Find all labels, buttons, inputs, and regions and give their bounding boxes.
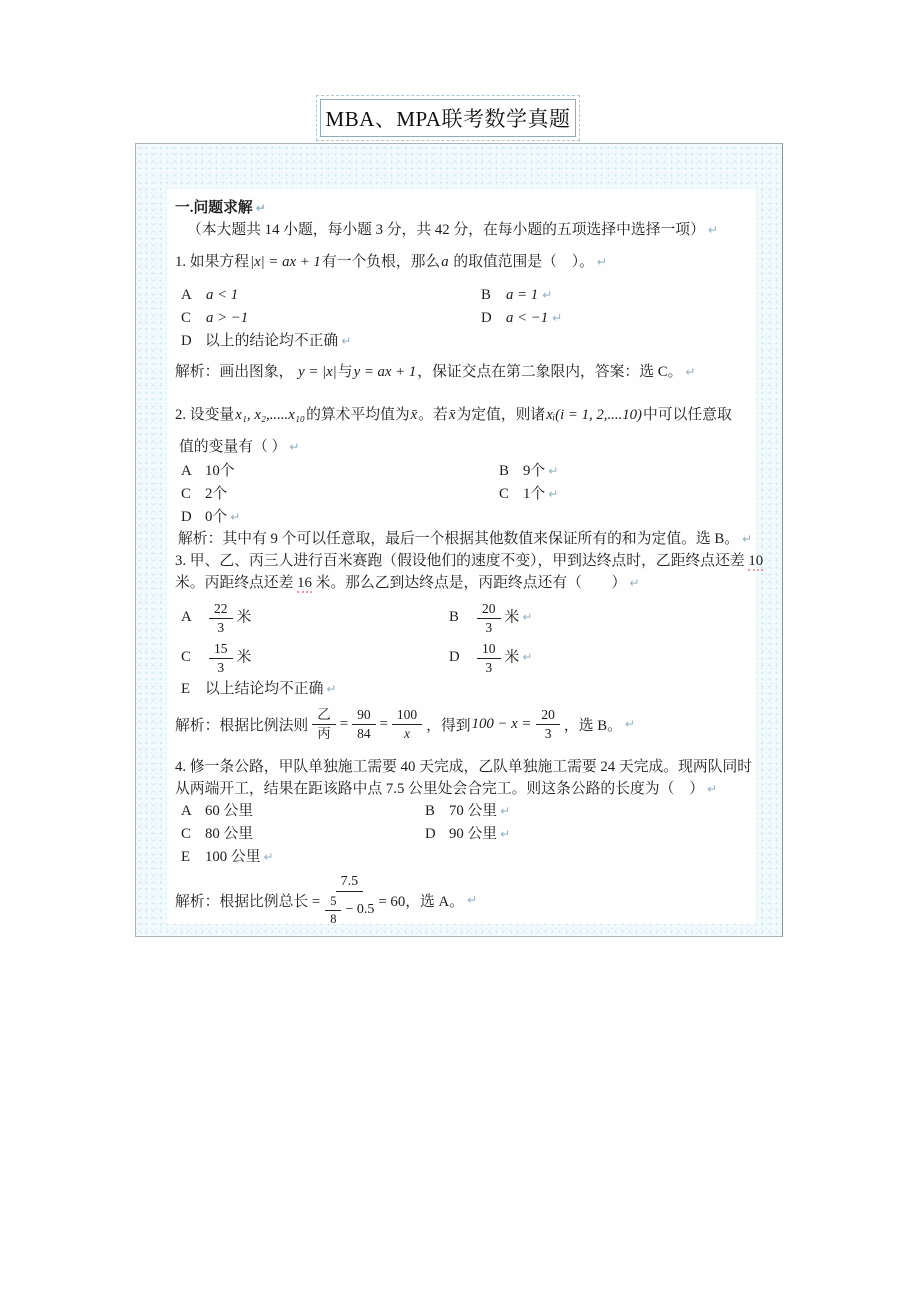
section-note [175, 219, 752, 241]
option-value: 1个 [523, 486, 546, 502]
q4-analysis [175, 871, 752, 929]
fraction-numerator: 20 [536, 707, 560, 725]
q1-stem-text: 有一个负根，那么 [321, 254, 441, 270]
q2-stem-line1 [175, 403, 752, 428]
fraction [209, 641, 233, 675]
option-letter: B [481, 287, 491, 303]
q2-option-b [499, 460, 752, 483]
q2-xbar: x̄ [410, 407, 418, 423]
paragraph-mark-icon: ↵ [542, 288, 553, 302]
option-letter: C [181, 649, 191, 666]
fraction-numerator: 5 [325, 894, 341, 910]
option-letter: D [181, 509, 192, 525]
q2-option-d [499, 483, 752, 506]
option-letter: C [499, 486, 509, 502]
q1-option-b [481, 284, 752, 307]
q1-stem [175, 250, 752, 274]
q3-stem-text: 米。丙距终点还差 [175, 575, 298, 591]
q4-stem-text: 4. 修一条公路，甲队单独施工需要 40 天完成，乙队单独施工需要 24 天完成。现两队同时 [175, 759, 753, 775]
fraction-denominator: 3 [485, 659, 493, 675]
option-value: 70 公里 [449, 803, 498, 819]
fraction-denominator: 3 [544, 725, 552, 741]
q2-stem-text: 的算术平均值为 [306, 407, 410, 423]
q1-option-c [181, 307, 481, 330]
q4-option-e [175, 846, 752, 869]
q3-options-row-2 [175, 638, 752, 678]
paragraph-mark-icon: ↵ [596, 255, 607, 269]
option-unit: 米 [236, 649, 252, 666]
fraction-numerator: 乙 [312, 707, 336, 725]
option-letter: B [425, 803, 435, 819]
analysis-equation: y = ax + 1 [353, 364, 417, 380]
option-letter: A [181, 609, 192, 626]
option-value: 90 公里 [449, 826, 498, 842]
paragraph-mark-icon: ↵ [624, 717, 635, 731]
option-letter: D [481, 310, 492, 326]
paragraph-mark-icon: ↵ [685, 365, 696, 379]
paragraph-mark-icon: ↵ [707, 223, 718, 237]
q2-variables: x₁, x₂,.....x₁₀ [235, 407, 306, 423]
section-heading-text: 一.问题求解 [175, 200, 253, 216]
option-value: a = 1 [506, 287, 539, 303]
fraction [325, 894, 341, 926]
q3-option-d [449, 641, 752, 675]
q2-stem-line2 [175, 436, 752, 458]
option-value: a < −1 [506, 310, 549, 326]
q4-option-b [425, 800, 752, 823]
paragraph-mark-icon: ↵ [500, 827, 511, 841]
q2-xi-expression: xᵢ(i = 1, 2,....10) [546, 407, 642, 423]
option-letter: A [181, 803, 192, 819]
option-value: 以上结论均不正确 [205, 681, 324, 697]
document-sheet [135, 143, 783, 937]
q4-stem-line2 [175, 778, 752, 800]
q2-stem-text: 中可以任意取 [642, 407, 732, 423]
fraction-numerator: 22 [209, 601, 233, 619]
option-unit: 米 [236, 609, 252, 626]
fraction-numerator: 100 [392, 707, 422, 725]
option-letter: C [181, 826, 191, 842]
analysis-text: 与 [337, 364, 353, 380]
q1-stem-text: 的取值范围是（ ）。 [449, 254, 594, 270]
analysis-equation: 100 − x = [471, 715, 532, 732]
title-frame [316, 95, 580, 141]
q3-analysis [175, 702, 752, 746]
option-value: 10个 [205, 463, 235, 479]
section-heading [175, 197, 752, 219]
analysis-equation: y = |x| [298, 364, 337, 380]
paragraph-mark-icon: ↵ [341, 334, 352, 348]
paragraph-mark-icon: ↵ [742, 532, 753, 546]
option-value: 9个 [523, 463, 546, 479]
q3-option-b [449, 601, 752, 635]
paragraph-mark-icon: ↵ [707, 782, 718, 796]
option-letter: D [181, 333, 192, 349]
q2-analysis [175, 529, 752, 550]
paragraph-mark-icon: ↵ [289, 440, 300, 454]
q3-option-e [175, 678, 752, 700]
analysis-text: 画出图象， [219, 364, 298, 380]
fraction [312, 707, 336, 741]
q2-stem-text: 2. 设变量 [175, 407, 235, 423]
fraction-denominator: 3 [217, 659, 225, 675]
q4-options-row-1 [175, 800, 752, 823]
title-box [320, 99, 576, 137]
q1-variable: a [441, 254, 449, 270]
q3-stem-text: 米。那么乙到达终点是，丙距终点还有（ ） [311, 575, 627, 591]
paragraph-mark-icon: ↵ [500, 804, 511, 818]
option-value: a > −1 [206, 310, 249, 326]
option-letter: A [181, 287, 192, 303]
denominator-text: − 0.5 [345, 902, 375, 917]
q3-options-row-1 [175, 598, 752, 638]
paragraph-mark-icon: ↵ [629, 576, 640, 590]
option-letter: E [181, 681, 191, 697]
q1-analysis [175, 360, 752, 384]
paragraph-mark-icon: ↵ [552, 311, 563, 325]
fraction-numerator: 20 [477, 601, 501, 619]
option-value: 0个 [205, 509, 228, 525]
document-text-area [167, 189, 764, 926]
fraction-denominator: x [404, 725, 411, 741]
q3-option-c [181, 641, 449, 675]
fraction-numerator: 90 [352, 707, 376, 725]
q4-options-row-2 [175, 823, 752, 846]
equals-sign: = [379, 715, 388, 732]
paragraph-mark-icon: ↵ [548, 487, 559, 501]
q3-stem-text: 3. 甲、乙、丙三人进行百米赛跑（假设他们的速度不变），甲到达终点时，乙距终点还差 [175, 553, 749, 569]
option-value: 100 公里 [205, 849, 261, 865]
paragraph-mark-icon: ↵ [326, 682, 337, 696]
option-value: 60 公里 [205, 803, 254, 819]
option-value: 以上的结论均不正确 [205, 333, 339, 349]
q2-options-row-2 [175, 483, 752, 506]
analysis-text: ，保证交点在第二象限内，答案：选 C。 [417, 364, 683, 380]
fraction-numerator: 10 [477, 641, 501, 659]
option-letter: D [449, 649, 460, 666]
q4-option-a [181, 800, 425, 823]
option-value: 80 公里 [205, 826, 254, 842]
q4-stem-text: 从两端开工，结果在距该路中点 7.5 公里处会合完工。则这条公路的长度为（ ） [175, 781, 704, 797]
fraction-denominator [324, 892, 374, 926]
fraction [352, 707, 376, 741]
paragraph-mark-icon: ↵ [548, 464, 559, 478]
analysis-text: ，选 B。 [563, 717, 622, 734]
fraction [477, 641, 501, 675]
paragraph-mark-icon: ↵ [263, 850, 274, 864]
fraction [324, 874, 374, 926]
option-unit: 米 [504, 649, 520, 666]
paragraph-mark-icon: ↵ [255, 201, 266, 215]
paragraph-mark-icon: ↵ [230, 510, 241, 524]
fraction-denominator: 3 [217, 619, 225, 635]
q4-option-d [425, 823, 752, 846]
analysis-text: 根据比例总长 = [219, 893, 321, 910]
section-note-text: （本大题共 14 小题，每小题 3 分，共 42 分，在每小题的五项选择中选择一项） [187, 222, 705, 238]
fraction [536, 707, 560, 741]
paragraph-mark-icon: ↵ [522, 650, 533, 665]
analysis-label: 解析： [178, 531, 223, 547]
fraction-numerator: 15 [209, 641, 233, 659]
paragraph-mark-icon: ↵ [467, 893, 478, 907]
option-letter: C [181, 486, 191, 502]
option-value: 2个 [205, 486, 228, 502]
fraction-denominator: 3 [485, 619, 493, 635]
q2-stem-text: 为定值，则诸 [456, 407, 546, 423]
option-value: a < 1 [206, 287, 239, 303]
document-title: MBA、MPA联考数学真题 [325, 107, 571, 131]
q4-option-c [181, 823, 425, 846]
analysis-text: 根据比例法则 [219, 717, 309, 734]
option-letter: E [181, 849, 191, 865]
fraction [209, 601, 233, 635]
analysis-label: 解析： [175, 364, 220, 380]
analysis-text: 其中有 9 个可以任意取，最后一个根据其他数值来保证所有的和为定值。选 B。 [222, 531, 740, 547]
analysis-text: ，得到 [426, 717, 471, 734]
equals-sign: = [339, 715, 349, 732]
fraction [392, 707, 422, 741]
q1-option-d [481, 307, 752, 330]
option-letter: B [499, 463, 509, 479]
analysis-text: = 60，选 A。 [378, 893, 465, 910]
q4-stem-line1 [175, 756, 752, 778]
q1-equation: |x| = ax + 1 [250, 254, 321, 270]
fraction-denominator: 84 [357, 725, 371, 741]
q2-option-c [181, 483, 499, 506]
option-letter: D [425, 826, 436, 842]
q3-stem-line2 [175, 572, 752, 594]
q2-xbar: x̄ [448, 407, 456, 423]
q1-stem-text: 1. 如果方程 [175, 254, 249, 270]
analysis-label: 解析： [175, 893, 220, 910]
option-letter: A [181, 463, 192, 479]
paragraph-mark-icon: ↵ [522, 610, 533, 625]
spellcheck-underlined-number: 10 [748, 553, 764, 569]
fraction-denominator: 8 [330, 911, 337, 926]
q2-stem-text: 值的变量有（ ） [179, 439, 287, 455]
q3-stem-line1 [175, 550, 764, 572]
fraction-denominator: 丙 [317, 725, 331, 741]
q1-options-row-1 [175, 284, 752, 307]
q2-option-e [175, 506, 752, 529]
spellcheck-underlined-number: 16 [297, 575, 312, 591]
q2-options-row-1 [175, 460, 752, 483]
q3-option-a [181, 601, 449, 635]
analysis-label: 解析： [175, 717, 220, 734]
option-unit: 米 [504, 609, 520, 626]
fraction [477, 601, 501, 635]
q2-option-a [181, 460, 499, 483]
q1-option-e [175, 330, 752, 353]
fraction-numerator: 7.5 [336, 874, 364, 892]
q2-stem-text: 。若 [418, 407, 448, 423]
q1-option-a [181, 284, 481, 307]
q1-options-row-2 [175, 307, 752, 330]
option-letter: B [449, 609, 459, 626]
option-letter: C [181, 310, 191, 326]
